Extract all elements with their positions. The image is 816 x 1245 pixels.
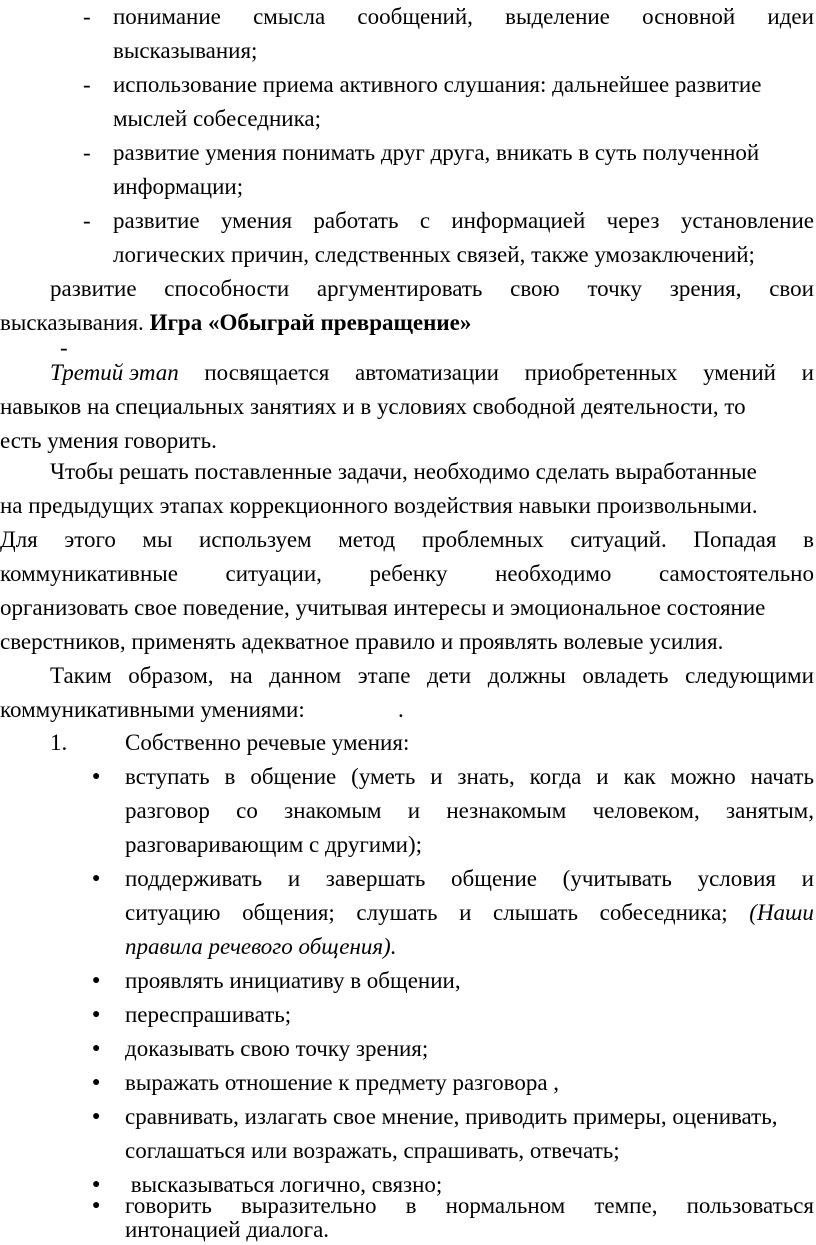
word: образом, (128, 663, 214, 688)
word: и (287, 866, 301, 891)
word: свои (769, 276, 814, 301)
dash-item-3-line-1: развитие умения понимать друг друга, вникать в суть полученной (113, 140, 760, 165)
word: точку (587, 276, 643, 301)
word: нормальном (445, 1193, 566, 1218)
word: с (419, 208, 431, 233)
word: общения; (242, 900, 335, 925)
numbered-item-text: Собственно речевые умения: (125, 730, 410, 755)
bullet-item-2-line-3: правила речевого общения). (125, 934, 397, 959)
word: информацией (451, 208, 586, 233)
word: начать (750, 764, 814, 789)
bullet-item-2-cont (0, 896, 816, 930)
bullet-item-2-line-2 (125, 896, 814, 930)
tasks-line-4-text (0, 557, 814, 591)
word: посвящается (204, 360, 330, 385)
dash-item-1-cont (0, 34, 816, 68)
bullet-item-4-text: переспрашивать; (125, 1002, 292, 1027)
bullet-item-3 (0, 964, 816, 998)
word: смысла (253, 4, 326, 29)
word: и (459, 900, 472, 925)
word: идеи (767, 4, 814, 29)
word: ребенку (369, 561, 448, 586)
dash-item-3-line-2: информации; (113, 174, 244, 199)
word: через (606, 208, 660, 233)
bullet-item-3-text: проявлять инициативу в общении, (125, 968, 461, 993)
dash-item-3-cont (0, 170, 816, 204)
bullet-item-2 (0, 862, 816, 896)
bullet-item-1-line-2 (125, 794, 814, 828)
word: используем (199, 527, 312, 552)
bullet-item-1-cont (0, 794, 816, 828)
dash-item-1-line-1 (113, 0, 814, 34)
word: слышать (493, 900, 579, 925)
word: и (801, 360, 814, 385)
word: умения (220, 208, 293, 233)
word: условия (697, 866, 776, 891)
tasks-line-6 (0, 625, 816, 659)
dash-item-2-cont (0, 102, 816, 136)
bullet-icon: ● (92, 769, 101, 784)
dash-item-2-line-1: использование приема активного слушания: дальнейшее развитие (113, 72, 762, 97)
dash-item-4-line-2: логических причин, следственных связей, также умозаключений; (113, 242, 755, 267)
word: завершать (325, 866, 426, 891)
summary-dot: . (398, 697, 404, 722)
word: слушать (356, 900, 438, 925)
word: человеком, (592, 798, 700, 823)
tasks-line-5 (0, 591, 816, 625)
bullet-item-7-cont (0, 1134, 816, 1168)
game-title: Игра «Обыграй превращение» (149, 310, 472, 335)
word: поддерживать (125, 866, 263, 891)
word: в (405, 1193, 417, 1218)
dash-item-1-line-2: высказывания; (113, 38, 258, 63)
word: разговор (125, 798, 210, 823)
word: зрения, (669, 276, 742, 301)
dash-item-3 (0, 136, 816, 170)
bullet-item-6-text: выражать отношение к предмету разговора , (125, 1070, 560, 1095)
dash-marker: - (83, 72, 91, 97)
bullet-icon: ● (92, 1198, 101, 1213)
word: овладеть (582, 663, 669, 688)
word: развитие (50, 276, 137, 301)
word: коммуникативные (0, 561, 178, 586)
summary-line-2-text: коммуникативными умениями: (0, 697, 305, 722)
tasks-line-1-text: Чтобы решать поставленные задачи, необходимо сделать выработанные (50, 459, 757, 484)
word: в (803, 527, 814, 552)
bullet-item-9-line-2: интонацией диалога. (125, 1217, 330, 1242)
word: этого (64, 527, 116, 552)
bullet-icon: ● (92, 1007, 101, 1022)
word: можно (670, 764, 736, 789)
word: основной (642, 4, 736, 29)
tasks-line-4 (0, 557, 816, 591)
stage3-line-3-text: есть умения говорить. (0, 428, 217, 453)
word: занятым, (726, 798, 814, 823)
summary-line-1 (0, 659, 816, 693)
word: выразительно (241, 1193, 377, 1218)
word: темпе, (594, 1193, 658, 1218)
bullet-item-8-text: высказываться логично, связно; (125, 1172, 443, 1197)
word: (Наши (749, 900, 814, 925)
summary-line-1-text (50, 659, 814, 693)
word: знать, (457, 764, 515, 789)
tasks-line-2-text: на предыдущих этапах коррекционного воздействия навыки произвольными. (0, 493, 758, 518)
stage3-line-1 (50, 356, 814, 390)
word: должны (487, 663, 566, 688)
bullet-item-4 (0, 998, 816, 1032)
word: пользоваться (686, 1193, 814, 1218)
word: говорить (125, 1193, 212, 1218)
tasks-line-3 (0, 523, 816, 557)
word: следующими (685, 663, 814, 688)
tasks-line-3-text (0, 523, 814, 557)
abilities-text: высказывания. (0, 310, 150, 335)
word: собеседника; (599, 900, 728, 925)
word: аргументировать (316, 276, 483, 301)
word: данном (269, 663, 342, 688)
tasks-line-1 (0, 455, 816, 489)
word: и (596, 764, 609, 789)
word: (учитывать (562, 866, 672, 891)
bullet-icon: ● (92, 973, 101, 988)
word: дети (426, 663, 472, 688)
word: ситуацию (125, 900, 221, 925)
word: в (224, 764, 236, 789)
dash-marker: - (83, 4, 91, 29)
tasks-line-2 (0, 489, 816, 523)
summary-line-2 (0, 693, 816, 727)
word: и (407, 798, 421, 823)
bullet-item-2-line-1 (125, 862, 814, 896)
word: понимание (113, 4, 221, 29)
dash-item-2-line-2: мыслей собеседника; (113, 106, 321, 131)
bullet-icon: ● (92, 1075, 101, 1090)
numbered-item-1 (0, 726, 816, 760)
stage3-line-3 (0, 424, 816, 458)
abilities-line-1 (50, 272, 814, 306)
word: когда (529, 764, 582, 789)
word: Попадая (693, 527, 777, 552)
word: (уметь (351, 764, 416, 789)
tasks-line-5-text: организовать свое поведение, учитывая интересы и эмоциональное состояние (0, 595, 766, 620)
word: на (230, 663, 253, 688)
word: автоматизации (355, 360, 499, 385)
bullet-item-2-cont-2 (0, 930, 816, 964)
word: мы (142, 527, 173, 552)
word: метод (338, 527, 396, 552)
tasks-line-6-text: сверстников, применять адекватное правило и проявлять волевые усилия. (0, 629, 724, 654)
word: общение (250, 764, 337, 789)
bullet-item-7 (0, 1100, 816, 1134)
word: развитие (113, 208, 200, 233)
word: свою (510, 276, 560, 301)
numbered-item-number: 1. (50, 730, 68, 755)
stage3-line-2-text: навыков на специальных занятиях и в условиях свободной деятельности, то (0, 394, 746, 419)
word: самостоятельно (659, 561, 814, 586)
bullet-icon: ● (92, 1041, 101, 1056)
dash-item-4-cont (0, 238, 816, 272)
bullet-item-6 (0, 1066, 816, 1100)
dash-marker: - (83, 140, 91, 165)
word: способности (164, 276, 290, 301)
word: выделение (505, 4, 610, 29)
word: и (430, 764, 443, 789)
word: умений (703, 360, 776, 385)
lone-dash: - (60, 335, 68, 360)
word: и (801, 866, 814, 891)
bullet-icon: ● (92, 1177, 101, 1192)
bullet-item-7-line-2: соглашаться или возражать, спрашивать, отвечать; (125, 1138, 620, 1163)
word: необходимо (495, 561, 612, 586)
bullet-item-1 (0, 760, 816, 794)
dash-marker: - (83, 208, 91, 233)
bullet-item-5 (0, 1032, 816, 1066)
bullet-item-1-cont-2 (0, 828, 816, 862)
word: установление (680, 208, 814, 233)
word: этапе (357, 663, 411, 688)
word: Таким (50, 663, 112, 688)
dash-item-4 (0, 204, 816, 238)
word: работать (313, 208, 399, 233)
bullet-item-7-line-1: сравнивать, излагать свое мнение, приводить примеры, оценивать, (125, 1104, 778, 1129)
word: ситуаций. (570, 527, 667, 552)
word: со (236, 798, 258, 823)
bullet-item-1-line-1 (125, 760, 814, 794)
stage3-lead: Третий этап (50, 360, 179, 385)
word: общение (451, 866, 537, 891)
word: Для (0, 527, 38, 552)
bullet-item-1-line-3: разговаривающим с другими); (125, 832, 423, 857)
dash-item-2 (0, 68, 816, 102)
word: как (623, 764, 656, 789)
bullet-icon: ● (92, 871, 101, 886)
word: вступать (125, 764, 210, 789)
stage3-paragraph (0, 356, 816, 390)
word: знакомым (284, 798, 382, 823)
stage3-line-2 (0, 390, 816, 424)
dash-item-1 (0, 0, 816, 34)
word: ситуации, (225, 561, 322, 586)
bullet-item-5-text: доказывать свою точку зрения; (125, 1036, 429, 1061)
word: сообщений, (357, 4, 473, 29)
abilities-paragraph (0, 272, 816, 306)
word: приобретенных (524, 360, 678, 385)
word: проблемных (421, 527, 544, 552)
bullet-icon: ● (92, 1109, 101, 1124)
dash-item-4-line-1 (113, 204, 814, 238)
word: незнакомым (446, 798, 567, 823)
bullet-item-9-cont (0, 1216, 816, 1244)
